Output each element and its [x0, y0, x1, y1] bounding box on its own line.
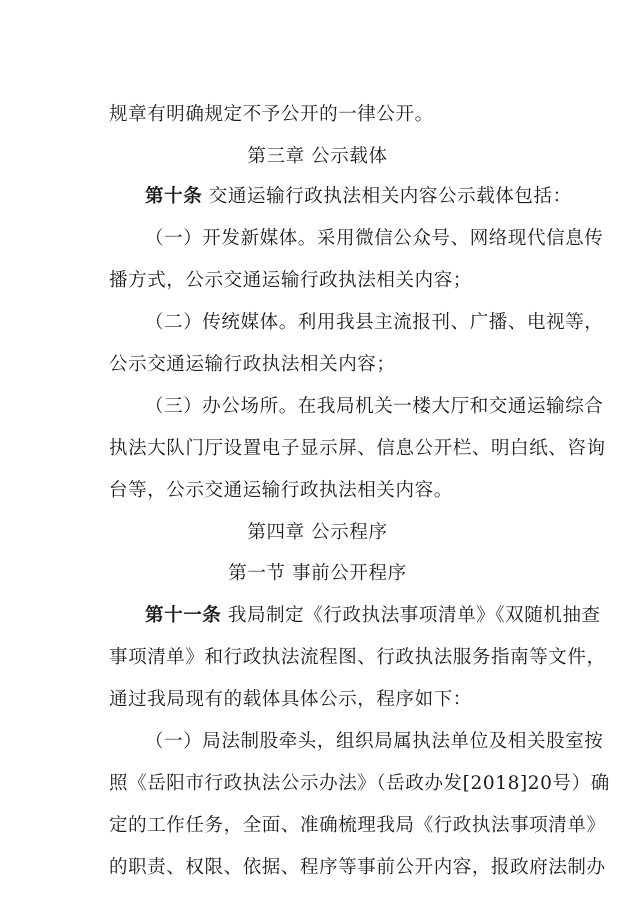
chapter-heading: 第三章 公示载体	[247, 146, 388, 167]
chapter-heading: 第四章 公示程序	[247, 522, 388, 543]
text-line: 照《岳阳市行政执法公示办法》（岳政办发[2018]20号）确	[109, 773, 610, 794]
article-paragraph	[145, 185, 572, 209]
text-line: （一）局法制股牵头，组织局属执法单位及相关股室按	[145, 731, 604, 752]
text-line: 通过我局现有的载体具体公示，程序如下：	[109, 689, 472, 710]
article-text: 交通运输行政执法相关内容公示载体包括：	[202, 186, 572, 207]
article-text: 我局制定《行政执法事项清单》《双随机抽查	[221, 605, 601, 626]
text-line: （一）开发新媒体。采用微信公众号、网络现代信息传	[145, 228, 604, 249]
text-line: 台等，公示交通运输行政执法相关内容。	[109, 480, 453, 501]
text-line: （三）办公场所。在我局机关一楼大厅和交通运输综合	[145, 396, 604, 417]
text-line: 规章有明确规定不予公开的一律公开。	[109, 104, 434, 125]
article-label: 第十条	[145, 186, 203, 207]
text-line: 执法大队门厅设置电子显示屏、信息公开栏、明白纸、咨询	[109, 438, 606, 459]
text-line: 事项清单》和行政执法流程图、行政执法服务指南等文件，	[109, 647, 606, 668]
text-line: 定的工作任务，全面、准确梳理我局《行政执法事项清单》	[109, 815, 606, 836]
text-line: 播方式，公示交通运输行政执法相关内容；	[109, 270, 472, 291]
text-line: （二）传统媒体。利用我县主流报刊、广播、电视等，	[145, 312, 604, 333]
article-paragraph	[145, 604, 601, 628]
text-line: 的职责、权限、依据、程序等事前公开内容，报政府法制办	[109, 857, 606, 878]
article-label: 第十一条	[145, 605, 222, 626]
section-heading: 第一节 事前公开程序	[228, 563, 407, 584]
text-line: 公示交通运输行政执法相关内容；	[109, 354, 396, 375]
